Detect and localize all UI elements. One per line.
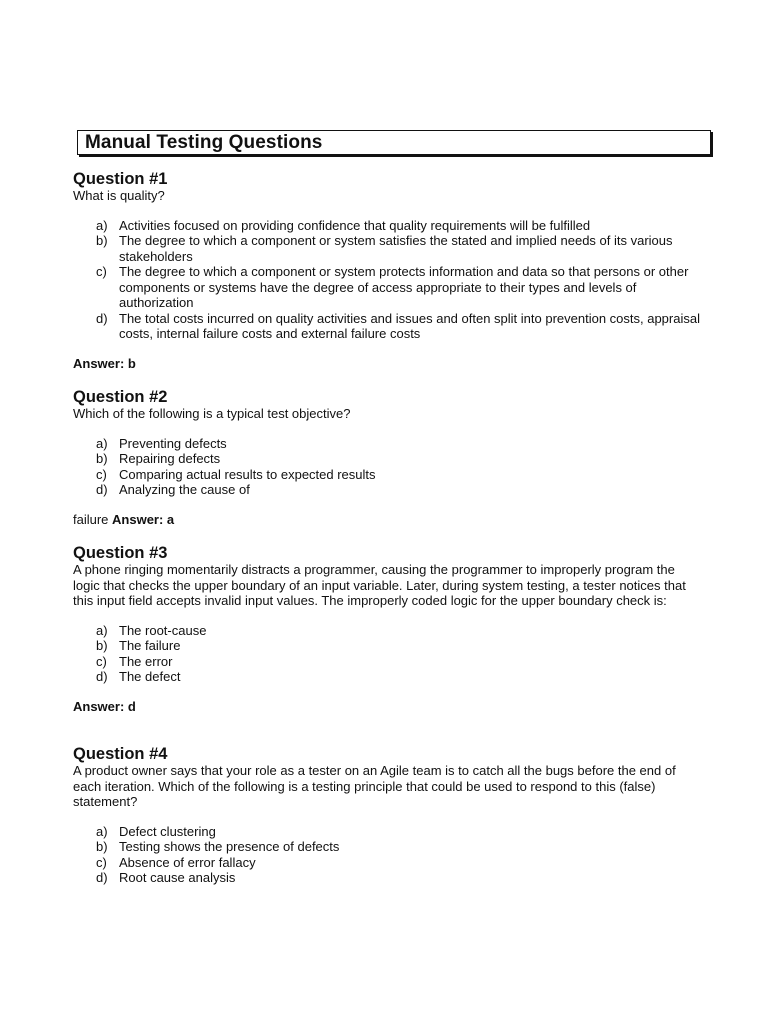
option-item [73,654,703,670]
option-text: Analyzing the cause of [119,482,250,497]
option-letter: b) [96,839,108,854]
option-letter: c) [96,264,107,279]
question-heading: Question #1 [73,170,168,188]
option-item [73,218,703,234]
option-letter: a) [96,217,108,233]
question-text: A product owner says that your role as a tester on an Agile team is to catch all the bugs before the end of each iteration. Which of the following is a testing principle that could be used to respond to this (false) statement? [73,763,676,809]
answer-prefix: failure [73,511,113,527]
option-item [73,264,703,311]
option-letter: d) [96,482,108,497]
answer-label: Answer: b [73,355,136,371]
option-letter: b) [96,451,108,466]
option-text: The total costs incurred on quality activities and issues and often split into prevention costs, appraisal costs, internal failure costs and external failure costs [119,310,700,341]
option-item [73,839,703,855]
option-text: Activities focused on providing confidence that quality requirements will be fulfilled [119,217,591,233]
option-letter: c) [96,466,107,482]
option-text: Absence of error fallacy [119,854,256,870]
option-item [73,855,703,871]
option-text: Preventing defects [119,435,227,451]
question-2 [73,388,703,527]
option-list [73,218,703,342]
option-item [73,870,703,886]
answer [73,356,703,372]
option-letter: a) [96,435,108,451]
option-item [73,451,703,467]
option-letter: b) [96,233,108,248]
document-title: Manual Testing Questions [85,132,323,153]
question-text: A phone ringing momentarily distracts a programmer, causing the programmer to improperly program the logic that checks the upper boundary of an input variable. Later, during system testing, a tester notices that this input field accepts invalid input values. The improperly coded logic for the upper boundary check is: [73,562,686,608]
answer [73,699,703,715]
question-text: What is quality? [73,188,165,203]
option-letter: b) [96,638,108,653]
option-list [73,623,703,685]
answer-label: Answer: a [112,511,175,527]
document-title-box [77,130,711,155]
option-letter: d) [96,870,108,885]
option-text: Repairing defects [119,451,221,466]
option-text: The root-cause [119,622,207,638]
question-heading: Question #3 [73,544,168,562]
answer [73,512,703,528]
option-text: The failure [119,638,181,653]
answer-label: Answer: d [73,698,136,714]
option-item [73,638,703,654]
option-item [73,467,703,483]
option-text: The error [119,653,173,669]
option-text: Testing shows the presence of defects [119,839,340,854]
option-letter: d) [96,310,108,326]
option-letter: c) [96,653,107,669]
option-letter: a) [96,622,108,638]
question-heading: Question #2 [73,388,168,406]
option-letter: d) [96,669,108,684]
option-item [73,623,703,639]
option-text: The degree to which a component or system protects information and data so that persons or other components or systems have the degree of access appropriate to their types and levels of authorization [119,264,689,310]
question-4 [73,745,703,886]
option-item [73,436,703,452]
option-text: Root cause analysis [119,870,236,885]
option-text: Defect clustering [119,823,216,839]
option-item [73,669,703,685]
question-1 [73,170,703,371]
question-3 [73,544,703,714]
option-letter: a) [96,823,108,839]
option-item [73,824,703,840]
option-list [73,436,703,498]
option-item [73,311,703,342]
question-heading: Question #4 [73,745,168,763]
option-list [73,824,703,886]
option-item [73,482,703,498]
question-text: Which of the following is a typical test objective? [73,406,351,421]
option-letter: c) [96,854,107,870]
option-text: The degree to which a component or system satisfies the stated and implied needs of its various stakeholders [119,233,673,264]
option-text: Comparing actual results to expected results [119,466,376,482]
option-text: The defect [119,669,181,684]
option-item [73,233,703,264]
